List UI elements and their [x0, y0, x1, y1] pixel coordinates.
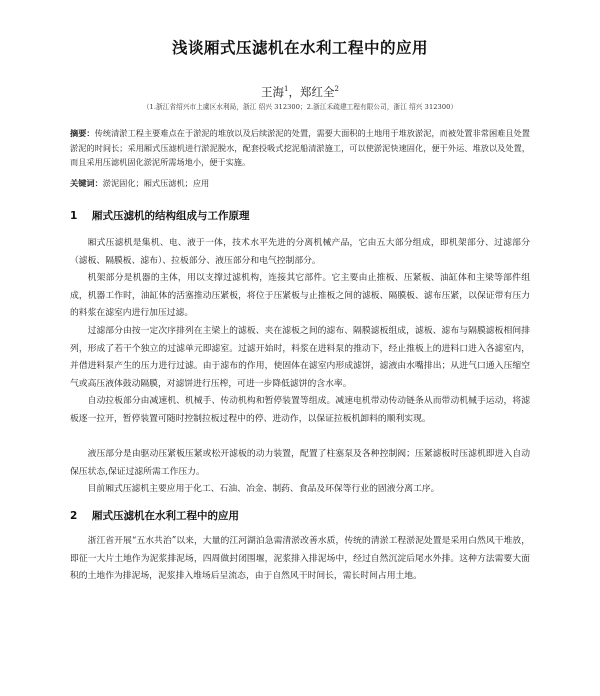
abstract-label: 摘要：	[70, 128, 95, 138]
section-2-heading	[70, 508, 239, 523]
abstract	[70, 126, 530, 170]
section-1-paragraph: 机架部分是机器的主体，用以支撑过滤机构，连接其它部件。它主要由止推板、压紧板、油缸体和主梁等部件组成，机器工作时，油缸体的活塞推动压紧板，将位于压紧板与止推板之间的滤板、隔膜板、滤布压紧，以保证带有压力的料浆在滤室内进行加压过滤。	[70, 273, 530, 319]
section-2-number: 2	[70, 510, 78, 522]
section-2-title: 厢式压滤机在水利工程中的应用	[92, 510, 239, 522]
keywords-label: 关键词：	[70, 178, 103, 188]
paper-title: 浅谈厢式压滤机在水利工程中的应用	[171, 39, 428, 57]
keywords-text: 淤泥固化；厢式压滤机；应用	[102, 178, 210, 188]
section-2-paragraph: 浙江省开展“五水共治”以来，大量的江河湖泊急需清淤改善水质，传统的清淤工程淤泥处置是采用白然风干堆放，即征一大片土地作为泥浆排泥场，四周做封闭围堰，泥浆排入排泥场中，经过自然沉淀后尾水外排。这种方法需要大面积的土地作为排泥场，泥浆排入堆场后呈流态，由于自然风干时间长，需长时间占用土地。	[70, 536, 530, 582]
section-1-paragraph: 过滤部分由按一定次序排列在主梁上的滤板、夹在滤板之间的滤布、隔膜滤板组成，滤板、滤布与隔膜滤板相间排列，形成了若干个独立的过滤单元即滤室。过滤开始时，料浆在进料泵的推动下，经止推板上的进料口进入各滤室内，并借进料泵产生的压力进行过滤。由于滤布的作用，使固体在滤室内形成滤饼，滤液由水嘴排出；从进气口通入压缩空气或高压液体鼓动隔膜，对滤饼进行压榨，可进一步降低滤饼的含水率。	[70, 326, 530, 389]
section-1-heading	[70, 208, 250, 223]
section-1-number: 1	[70, 210, 78, 222]
section-1-paragraph: 液压部分是由驱动压紧板压紧或松开滤板的动力装置，配置了柱塞泵及各种控制阀；压紧滤板时压滤机即进入自动保压状态,保证过滤所需工作压力。	[70, 449, 530, 477]
abstract-text: 传统清淤工程主要难点在于淤泥的堆放以及后续淤泥的处置，需要大面积的土地用于堆放淤泥，而被处置非常困难且处置淤泥的时间长；采用厢式压滤机进行淤泥脱水，配套投吸式挖泥船清淤施工，可以使淤泥快速固化，便于外运、堆放以及处置，而且采用压滤机固化淤泥所需场地小，便于实施。	[70, 128, 530, 167]
author-2-sup: 2	[334, 85, 339, 94]
section-1-title: 厢式压滤机的结构组成与工作原理	[92, 210, 250, 222]
affiliation: （1.浙江省绍兴市上虞区水利局，浙江 绍兴 312300；2.浙江禾疏建工程有限公司，浙江 绍兴 312300）	[142, 103, 458, 111]
section-1-paragraph: 目前厢式压滤机主要应用于化工、石油、冶金、制药、食品及环保等行业的固液分离工序。	[87, 484, 440, 494]
author-1: 王海	[261, 85, 285, 99]
section-1-paragraph: 自动拉板部分由减速机、机械手、传动机构和暂停装置等组成。减速电机带动传动链条从而带动机械手运动，将滤板逐一拉开，暂停装置可随时控制拉板过程中的停、进动作，以保证拉板机卸料的顺利实现。	[70, 396, 530, 424]
author-separator: ，	[288, 85, 300, 99]
section-1-paragraph: 厢式压滤机是集机、电、液于一体，技术水平先进的分离机械产品，它由五大部分组成，即机架部分、过滤部分（滤板、隔膜板、滤布）、拉板部分、液压部分和电气控制部分。	[70, 238, 530, 266]
author-line	[0, 84, 600, 100]
keywords	[70, 178, 530, 189]
author-1-sup: 1	[284, 85, 289, 94]
author-2: 郑红全	[300, 85, 335, 99]
